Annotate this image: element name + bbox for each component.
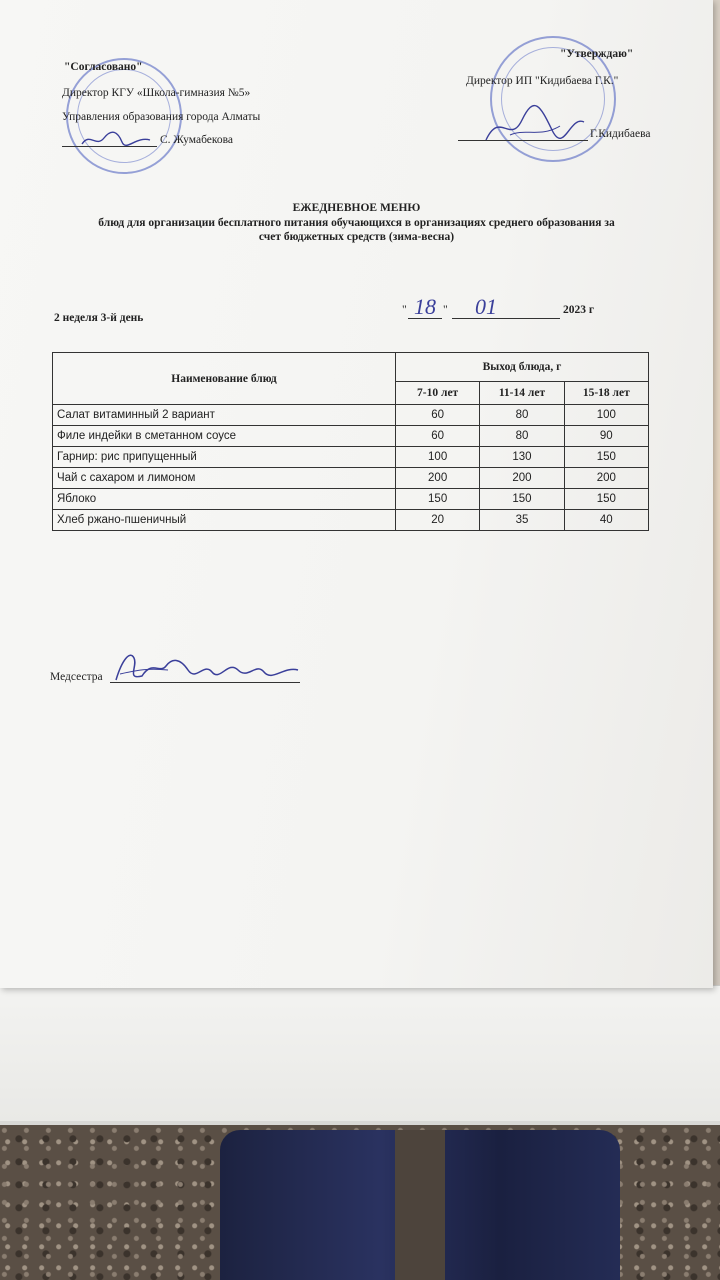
right-signature [480,100,590,150]
portion-7-10: 60 [395,405,479,426]
dish-name: Чай с сахаром и лимоном [53,468,396,489]
date-day: 18 [414,294,436,319]
portion-7-10: 200 [395,468,479,489]
agreed-label: "Согласовано" [64,61,143,73]
table-row [53,447,649,468]
table-row [53,426,649,447]
tablecloth-edge [713,0,720,990]
menu-table [52,352,649,531]
age-col-header: 15-18 лет [564,382,648,405]
portion-11-14: 80 [480,426,564,447]
portion-7-10: 150 [395,489,479,510]
table-row [53,468,649,489]
fabric-gap [395,1130,445,1280]
title-sub2: счет бюджетных средств (зима-весна) [258,231,455,243]
right-signer: Г.Кидибаева [590,128,651,140]
right-director-line: Директор ИП "Кидибаева Г.К." [466,75,619,87]
date-month: 01 [475,294,497,319]
portion-15-18: 150 [564,489,648,510]
left-signature [78,128,158,150]
portion-15-18: 90 [564,426,648,447]
portion-11-14: 35 [480,510,564,531]
table-surface [0,985,720,1121]
week-day: 2 неделя 3-й день [54,312,144,324]
dish-name: Хлеб ржано-пшеничный [53,510,396,531]
portion-11-14: 80 [480,405,564,426]
dish-name: Яблоко [53,489,396,510]
portion-7-10: 60 [395,426,479,447]
table-row [53,510,649,531]
col-group-header: Выход блюда, г [395,353,648,382]
title-main: ЕЖЕДНЕВНОЕ МЕНЮ [292,202,421,214]
age-col-header: 7-10 лет [395,382,479,405]
dish-name: Гарнир: рис припущенный [53,447,396,468]
dish-name: Салат витаминный 2 вариант [53,405,396,426]
title-sub: блюд для организации бесплатного питания обучающихся в организациях среднего образования за [98,217,615,229]
date-close-quote: " [443,304,448,316]
nurse-label: Медсестра [50,671,103,683]
approved-label: "Утверждаю" [560,48,634,60]
table-row [53,405,649,426]
portion-15-18: 200 [564,468,648,489]
portion-15-18: 40 [564,510,648,531]
portion-11-14: 200 [480,468,564,489]
nurse-signature [108,640,308,690]
table-row [53,489,649,510]
left-director-line: Директор КГУ «Школа-гимназия №5» [62,87,251,99]
age-col-header: 11-14 лет [480,382,564,405]
left-dept-line: Управления образования города Алматы [62,111,261,123]
portion-11-14: 130 [480,447,564,468]
month-line [452,316,560,319]
portion-11-14: 150 [480,489,564,510]
left-signer: С. Жумабекова [160,134,234,146]
date-year: 2023 г [563,304,595,316]
portion-15-18: 100 [564,405,648,426]
portion-7-10: 100 [395,447,479,468]
col-name-header: Наименование блюд [53,353,396,405]
date-open-quote: " [402,304,407,316]
dish-name: Филе индейки в сметанном соусе [53,426,396,447]
portion-15-18: 150 [564,447,648,468]
portion-7-10: 20 [395,510,479,531]
